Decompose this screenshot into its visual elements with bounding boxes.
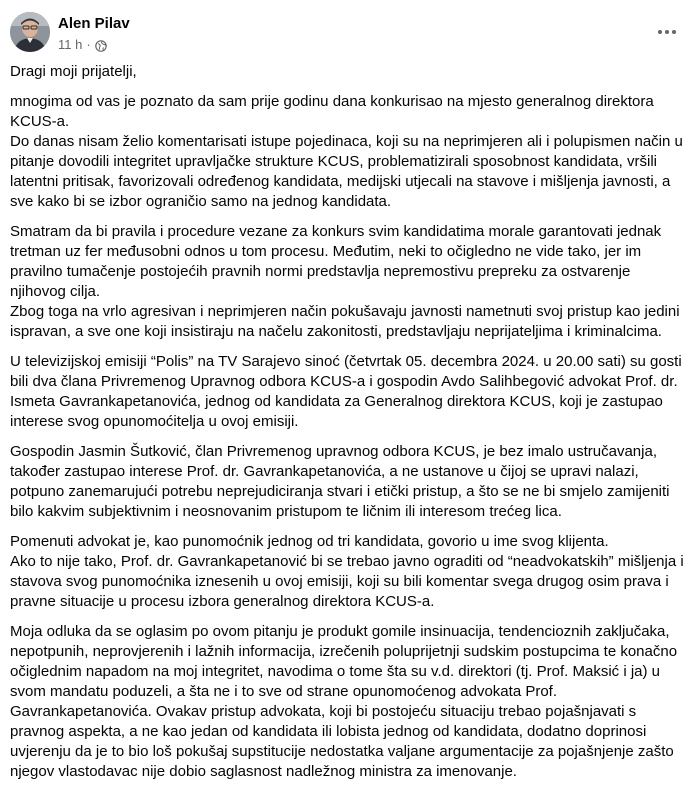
author-name[interactable]: Alen Pilav [58,15,130,32]
post-paragraph: Gospodin Jasmin Šutković, član Privremenog upravnog odbora KCUS, je bez imalo ustručavanja, također zastupao interese Prof. dr. Gavrankapetanovića, a ne ustanove u čijoj se upravi nalazi, potpuno zanemarujući potrebu neprejudiciranja stvari i etički pristup, a što se ne bi smjelo zamijeniti bilo kakvim subjektivnim i neosnovanim pristupom te ličnim ili interesom trećeg lica. [10,443,670,520]
post-paragraph: Moja odluka da se oglasim po ovom pitanju je produkt gomile insinuacija, tendencioznih zaključaka, nepotpunih, neprovjerenih i lažnih informacija, izrečenih poluprijetnji sudskim postupcima te konačno očiglednim napadom na moj integritet, navodima o tome šta su v.d. direktori (tj. Prof. Maksić i ja) u svom mandatu poduzeli, a šta ne i to sve od strane opunomoćenog advokata Prof. Gavrankapetanovića. Ovakav pristup advokata, koji bi postojeću situaciju trebao pojašnjavati s pravnog aspekta, a ne kao jedan od kandidata ili lobista jednog od kandidata, dodatno doprinosi uvjerenju da je to bio loš pokušaj supstitucije nedostatka valjane argumentacije za pojašnjenje zašto njegov vlastodavac nije dobio saglasnost nadležnog ministra za imenovanje. [10,623,678,780]
post-paragraph: mnogima od vas je poznato da sam prije godinu dana konkurisao na mjesto generalnog direktora KCUS-a. Do danas nisam želio komentarisati istupe pojedinaca, koji su na neprimjeren ali i polupismen način u pitanje dovodili integritet upravljačke strukture KCUS, problematizirali sposobnost kandidata, vršili latentni pritisak, favorizovali određenog kandidata, medijski utjecali na stavove i mišljenja javnosti, a sve kako bi se izbor ograničio samo na jednog kandidata. [10,93,683,210]
post-time[interactable]: 11 h [58,37,83,52]
avatar-photo-icon [10,12,50,52]
post-meta [58,14,130,53]
post-header [10,12,685,56]
post-body [10,62,690,792]
post-paragraph: Pomenuti advokat je, kao punomoćnik jednog od tri kandidata, govorio u ime svog klijenta. Ako to nije tako, Prof. dr. Gavrankapetanović bi se trebao javno ograditi od “neadvokatskih” mišljenja i stavova svog punomoćnika iznesenih u ovoj emisiji, koji su bili komentar svega drugog osim prava i pravne situacije u procesu izbora generalnog direktora KCUS-a. [10,533,684,610]
more-options-button[interactable] [653,18,681,46]
post-paragraph: Smatram da bi pravila i procedure vezane za konkurs svim kandidatima morale garantovati jednak tretman uz fer međusobni odnos u tom procesu. Međutim, neki to očigledno ne vide tako, jer im pravilno tumačenje postojećih pravnih normi predstavlja nepremostivu prepreku za ostvarenje njihovog cilja. Zbog toga na vrlo agresivan i neprimjeren način pokušavaju javnosti nametnuti svoj pristup kao jedini ispravan, a sve one koji insistiraju na načelu zakonitosti, predstavljaju neprijateljima i kriminalcima. [10,223,680,340]
separator-dot: · [86,37,91,52]
globe-icon[interactable] [95,39,107,51]
post-paragraph: Dragi moji prijatelji, [10,63,137,80]
post-subline [58,36,130,53]
post-paragraph: U televizijskoj emisiji “Polis” na TV Sarajevo sinoć (četvrtak 05. decembra 2024. u 20.00 sati) su gosti bili dva člana Privremenog Upravnog odbora KCUS-a i gospodin Avdo Salihbegović advokat Prof. dr. Ismeta Gavrankapetanovića, jednog od kandidata za Generalnog direktora KCUS, koji je zastupao interese svog opunomoćitelja u ovoj emisiji. [10,353,682,430]
more-horizontal-icon [657,29,677,35]
avatar[interactable] [10,12,50,52]
